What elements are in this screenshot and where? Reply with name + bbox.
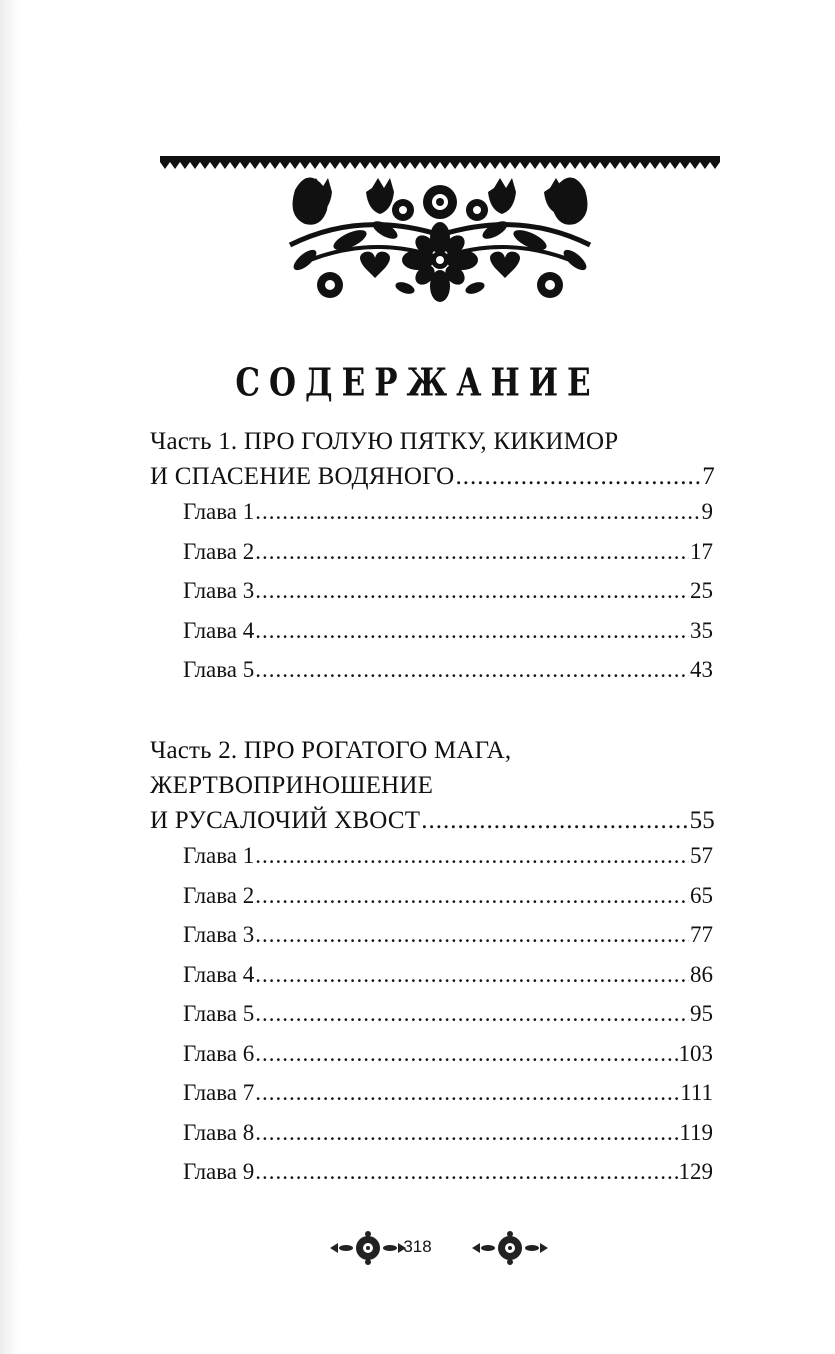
chapter-page-number: 95 [690,1001,713,1026]
chapter-row [183,881,713,921]
dot-leader [255,999,689,1029]
chapter-label: Глава 3 [183,922,255,947]
chapter-page-number: 77 [690,922,713,947]
folk-floral-ornament-icon [160,150,720,315]
chapter-page-number: 25 [690,578,713,603]
dot-leader [421,803,688,838]
chapter-label: Глава 9 [183,1159,255,1184]
chapter-row [183,1078,713,1118]
chapter-page-number: 35 [690,617,713,643]
chapter-row [183,920,713,960]
part-page-number: 55 [689,807,715,834]
chapter-row [183,1118,713,1158]
chapter-label: Глава 4 [183,961,255,987]
chapter-page-number: 9 [701,499,713,524]
dot-leader [255,655,689,685]
part-title-line: И СПАСЕНИЕ ВОДЯНОГО [150,463,455,490]
folk-flower-ornament-right-icon [470,1231,550,1265]
page-number: 318 [403,1237,432,1256]
chapter-list-part-1 [183,497,713,695]
part-title-line: Часть 2. ПРО РОГАТОГО МАГА, [150,737,512,764]
dot-leader [255,616,689,646]
chapter-row [183,655,713,695]
part-title-line: ЖЕРТВОПРИНОШЕНИЕ [150,772,434,799]
dot-leader [255,1039,677,1069]
chapter-row [183,1039,713,1079]
chapter-label: Глава 8 [183,1119,255,1145]
chapter-label: Глава 4 [183,617,255,643]
chapter-row [183,497,713,537]
part-title-line: И РУСАЛОЧИЙ ХВОСТ [150,807,421,834]
dot-leader [255,1118,678,1148]
chapter-page-number: 119 [679,1119,713,1145]
part-title-last-line [150,459,715,494]
chapter-row [183,576,713,616]
part-title-line: Часть 1. ПРО ГОЛУЮ ПЯТКУ, КИКИМОР [150,428,619,455]
chapter-page-number: 103 [678,1040,713,1066]
page-edge-shadow [0,0,18,1354]
chapter-label: Глава 6 [183,1040,255,1066]
chapter-row [183,999,713,1039]
chapter-page-number: 17 [690,538,713,564]
toc-part-2 [150,733,715,838]
chapter-row [183,960,713,1000]
chapter-page-number: 65 [690,882,713,908]
dot-leader [255,537,689,567]
chapter-label: Глава 1 [183,843,255,868]
dot-leader [255,497,700,527]
chapter-row [183,841,713,881]
chapter-label: Глава 5 [183,1001,255,1026]
chapter-label: Глава 1 [183,499,255,524]
dot-leader [255,576,689,606]
chapter-page-number: 129 [678,1159,713,1184]
page-title: СОДЕРЖАНИЕ [235,360,600,406]
chapter-page-number: 43 [690,657,713,682]
chapter-row [183,1157,713,1197]
part-title-last-line [150,803,715,838]
chapter-list-part-2 [183,841,713,1197]
dot-leader [255,881,689,911]
chapter-label: Глава 2 [183,538,255,564]
toc-part-1 [150,424,715,494]
dot-leader [255,841,689,871]
chapter-label: Глава 2 [183,882,255,908]
chapter-row [183,616,713,656]
dot-leader [255,1157,677,1187]
dot-leader [255,1078,679,1108]
dot-leader [455,459,701,494]
dot-leader [255,960,689,990]
dot-leader [255,920,689,950]
chapter-page-number: 86 [690,961,713,987]
chapter-label: Глава 3 [183,578,255,603]
chapter-row [183,537,713,577]
chapter-page-number: 111 [680,1080,713,1105]
part-page-number: 7 [702,463,715,490]
chapter-page-number: 57 [690,843,713,868]
chapter-label: Глава 7 [183,1080,255,1105]
chapter-label: Глава 5 [183,657,255,682]
